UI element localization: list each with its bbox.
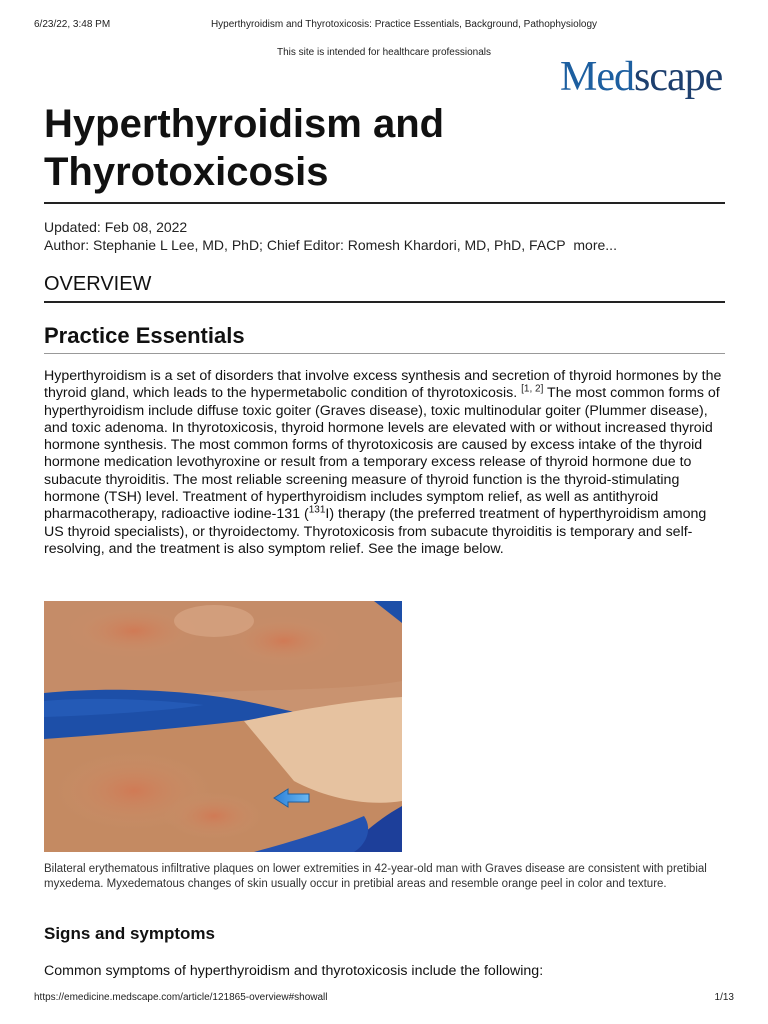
section-divider xyxy=(44,301,725,303)
print-doc-title: Hyperthyroidism and Thyrotoxicosis: Practice Essentials, Background, Pathophysiology xyxy=(210,19,598,30)
figure-caption: Bilateral erythematous infiltrative plaques on lower extremities in 42-year-old man with Graves disease are consistent with pretibial myxedema. Myxedematous changes of skin usually occur in pretibial areas and resemble orange peel in color and texture. xyxy=(44,863,707,890)
reference-link[interactable]: [1, 2] xyxy=(521,383,544,395)
updated-date: Updated: Feb 08, 2022 xyxy=(44,219,188,235)
heading-underline xyxy=(44,353,725,354)
more-authors-link[interactable]: more... xyxy=(573,237,617,253)
page-url: https://emedicine.medscape.com/article/121865-overview#showall xyxy=(34,992,328,1003)
author-line: Author: Stephanie L Lee, MD, PhD; Chief Editor: Romesh Khardori, MD, PhD, FACP more... xyxy=(44,237,617,253)
title-divider xyxy=(44,202,725,204)
professional-notice: This site is intended for healthcare professionals xyxy=(276,47,491,58)
practice-essentials-paragraph: Hyperthyroidism is a set of disorders that involve excess synthesis and secretion of thyroid hormones by the thyroid gland, which leads to the hypermetabolic condition of thyrotoxicosis. [1, 2] The most common forms of hyperthyroidism include diffuse toxic goiter (Graves disease), toxic multinodular goiter (Plummer disease), and toxic adenoma. In thyrotoxicosis, thyroid hormone levels are elevated with or without increased thyroid hormone synthesis. The most common forms of thyrotoxicosis are caused by excess intake of the thyroid hormone medication levothyroxine or result from a temporary excess release of thyroid hormone due to subacute thyroiditis. The most reliable screening measure of thyroid function is the thyroid-stimulating hormone (TSH) level. Treatment of hyperthyroidism includes symptom relief, as well as antithyroid pharmacotherapy, radioactive iodine-131 ($^{131}$I) therapy (the preferred treatment of hyperthyroidism among US thyroid specialists), or thyroidectomy. Thyrotoxicosis from subacute thyroiditis is temporary and self-resolving, and the treatment is also symptom relief. See the image below. xyxy=(44,368,722,557)
isotope-superscript: 131 xyxy=(308,504,326,516)
signs-symptoms-heading: Signs and symptoms xyxy=(44,924,215,943)
print-footer xyxy=(34,992,734,1003)
print-datetime: 6/23/22, 3:48 PM xyxy=(34,19,111,30)
page-number: 1/13 xyxy=(714,992,734,1003)
signs-intro-paragraph: Common symptoms of hyperthyroidism and thyrotoxicosis include the following: xyxy=(44,963,544,979)
print-header xyxy=(34,19,734,30)
page-title: Hyperthyroidism and Thyrotoxicosis xyxy=(44,102,445,194)
clinical-photo xyxy=(44,601,402,852)
medscape-logo[interactable]: Medscape xyxy=(560,54,723,100)
pretibial-myxedema-image[interactable] xyxy=(44,601,402,852)
section-label-overview: OVERVIEW xyxy=(44,273,152,295)
practice-essentials-heading: Practice Essentials xyxy=(44,323,245,348)
